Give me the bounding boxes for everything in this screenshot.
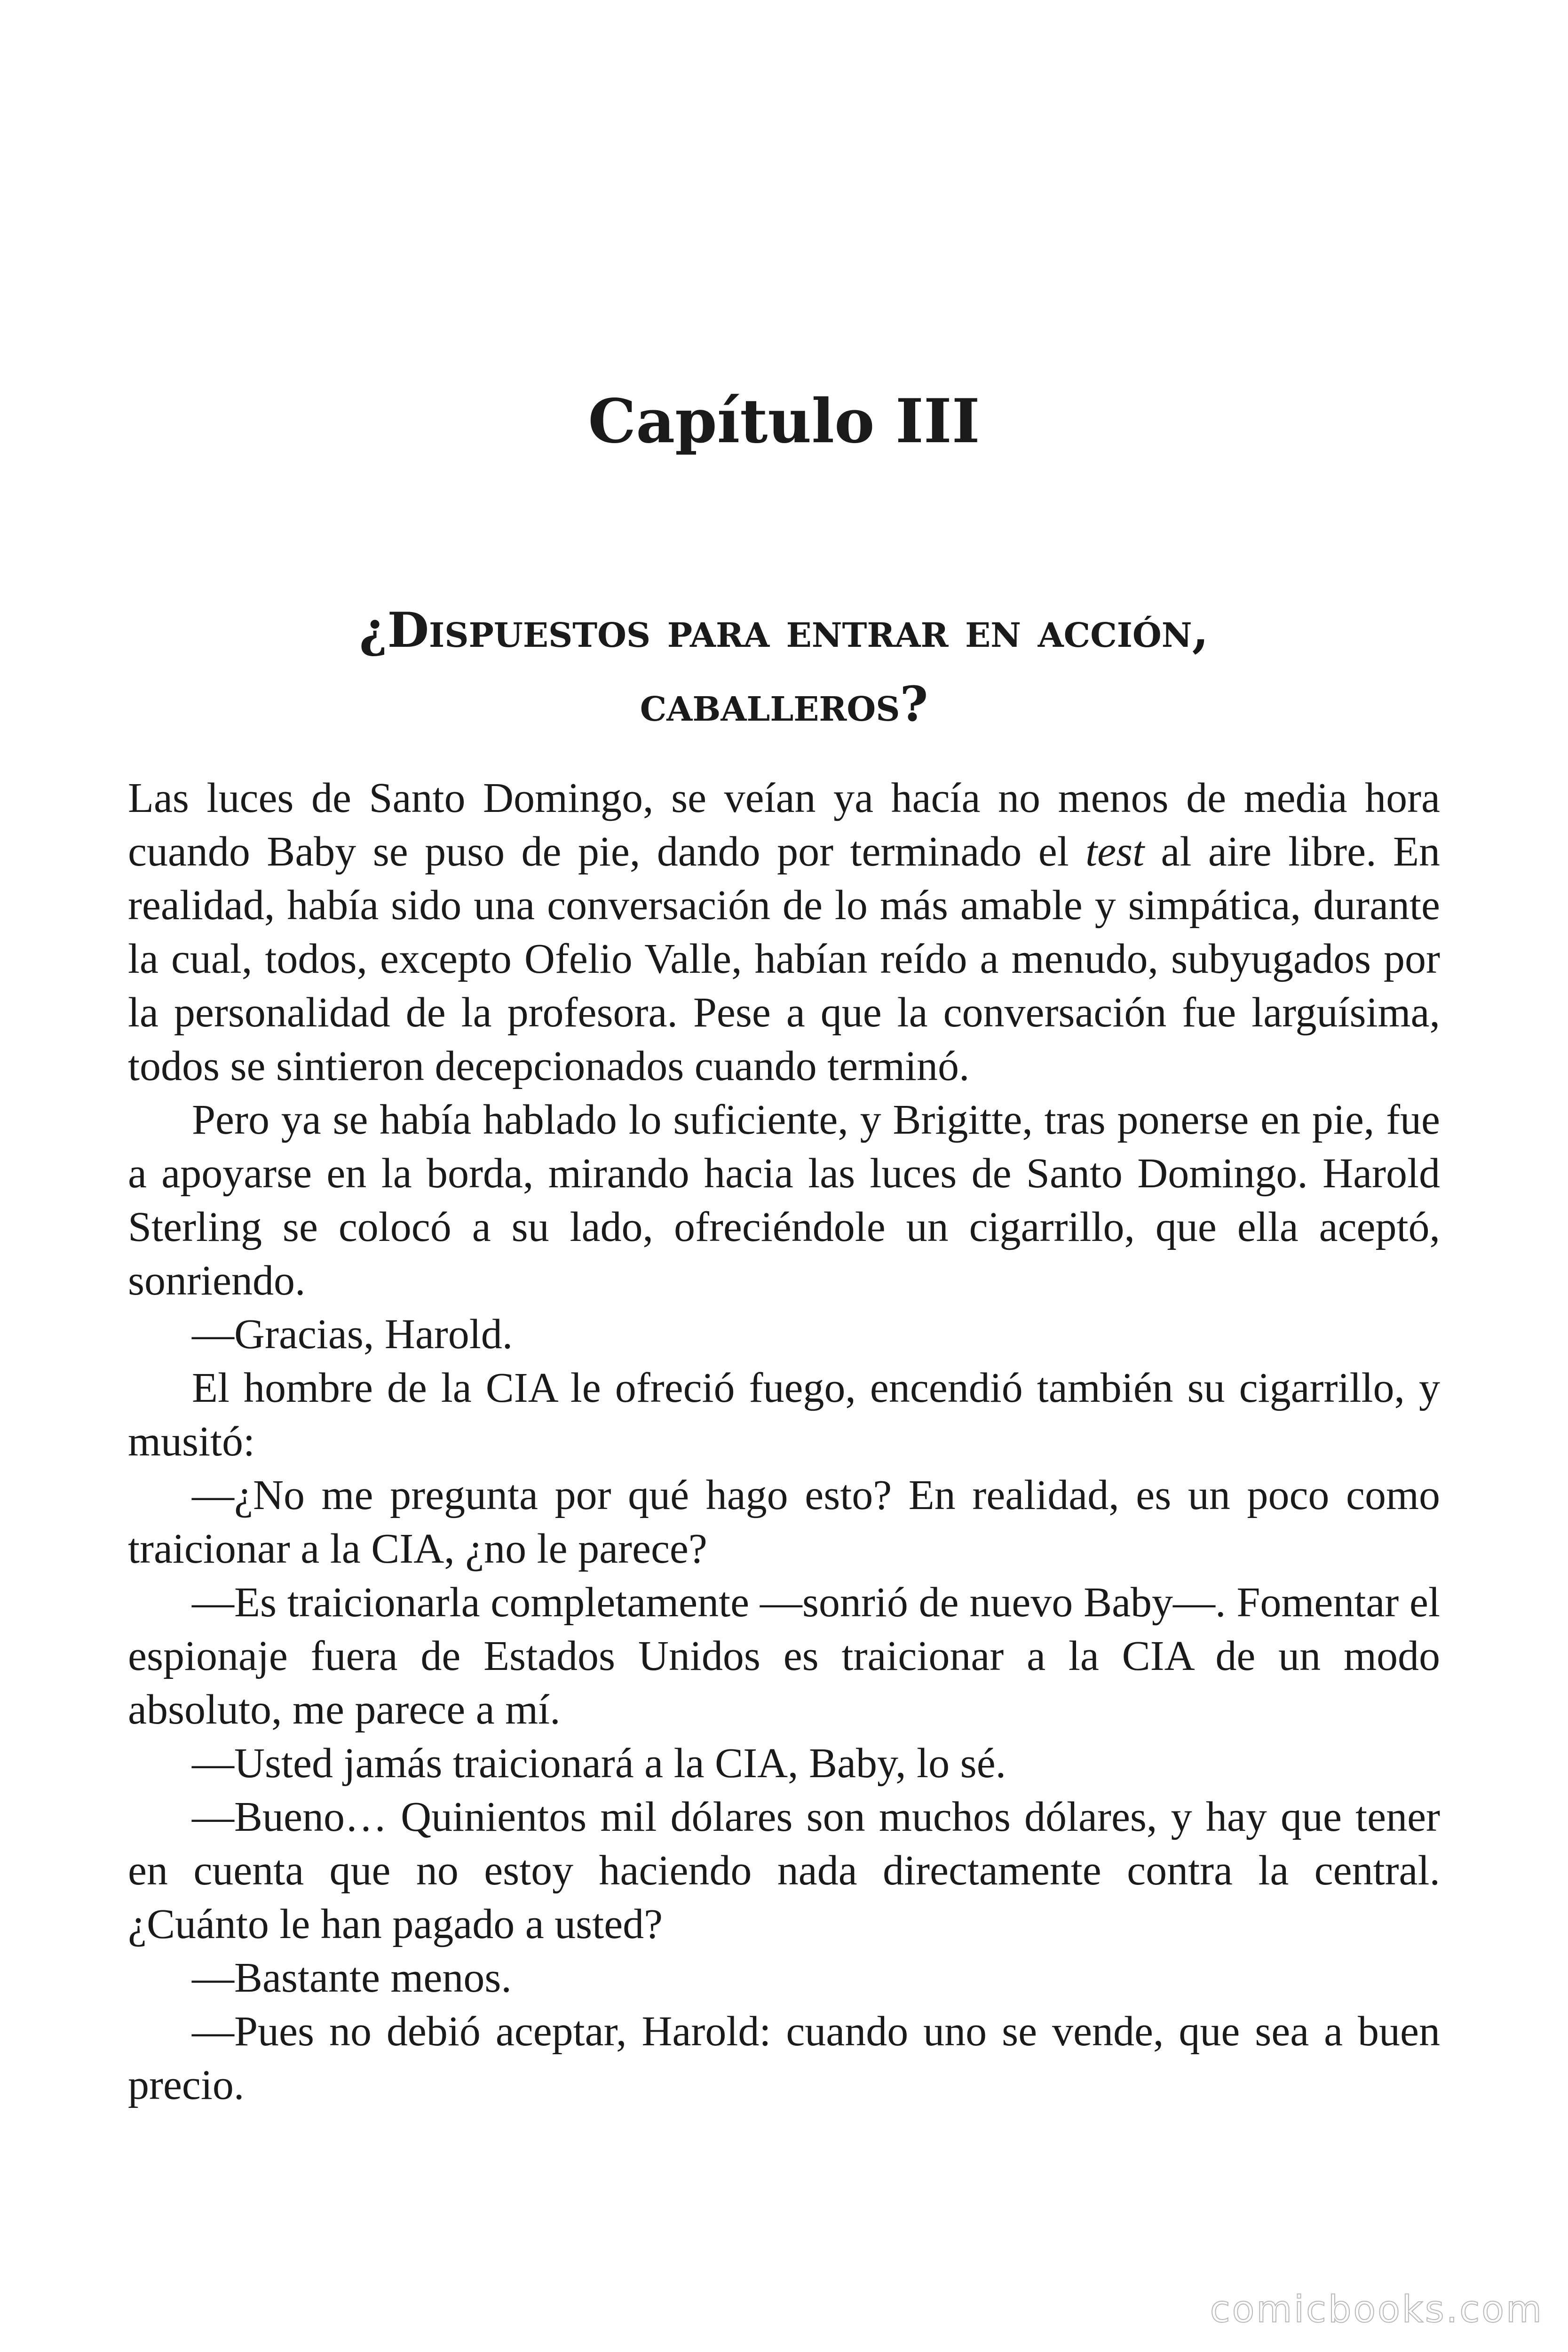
chapter-subtitle-line: caballeros? xyxy=(640,676,928,732)
dialogue-line: —Es traicionarla completamente —sonrió de nuevo Baby—. Fomentar el espionaje fuera de Estados Unidos es traicionar a la CIA de un modo absoluto, me parece a mí. xyxy=(128,1579,1440,1733)
paragraph: Pero ya se había hablado lo suficiente, y Brigitte, tras ponerse en pie, fue a apoyarse en la borda, mirando hacia las luces de Santo Domingo. Harold Sterling se colocó a su lado, ofreciéndole un cigarrillo, que ella aceptó, sonriendo. xyxy=(128,1097,1440,1304)
dialogue-line: —Usted jamás traicionará a la CIA, Baby, lo sé. xyxy=(192,1740,1006,1787)
paragraph: El hombre de la CIA le ofreció fuego, encendió también su cigarrillo, y musitó: xyxy=(128,1365,1440,1465)
body-text xyxy=(128,771,1440,2112)
emphasis-text: test xyxy=(1085,828,1145,875)
dialogue-line: —Bastante menos. xyxy=(192,1955,512,2001)
paragraph-text: al aire libre. En realidad, había sido una conversación de lo más amable y simpática, durante la cual, todos, excepto Ofelio Valle, habían reído a menudo, subyugados por la personalidad de la profesora. Pese a que la conversación fue larguísima, todos se sintieron decepcionados cuando terminó. xyxy=(128,828,1440,1089)
watermark: comicbooks.com xyxy=(1210,2288,1544,2331)
dialogue-line: —Pues no debió aceptar, Harold: cuando uno se vende, que sea a buen precio. xyxy=(128,2008,1440,2108)
chapter-subtitle xyxy=(179,594,1389,741)
paragraph xyxy=(128,771,1440,1093)
dialogue-line: —Gracias, Harold. xyxy=(192,1311,513,1358)
chapter-subtitle-line: ¿Dispuestos para entrar en acción, xyxy=(359,602,1209,659)
paragraph-text: Las luces de Santo Domingo, se veían ya hacía no menos de media hora cuando Baby se puso de pie, dando por terminado el xyxy=(128,775,1440,875)
dialogue-line: —¿No me pregunta por qué hago esto? En realidad, es un poco como traicionar a la CIA, ¿no le parece? xyxy=(128,1472,1440,1572)
dialogue-line: —Bueno… Quinientos mil dólares son muchos dólares, y hay que tener en cuenta que no estoy haciendo nada directamente contra la central. ¿Cuánto le han pagado a usted? xyxy=(128,1794,1440,1947)
chapter-title: Capítulo III xyxy=(588,386,980,457)
